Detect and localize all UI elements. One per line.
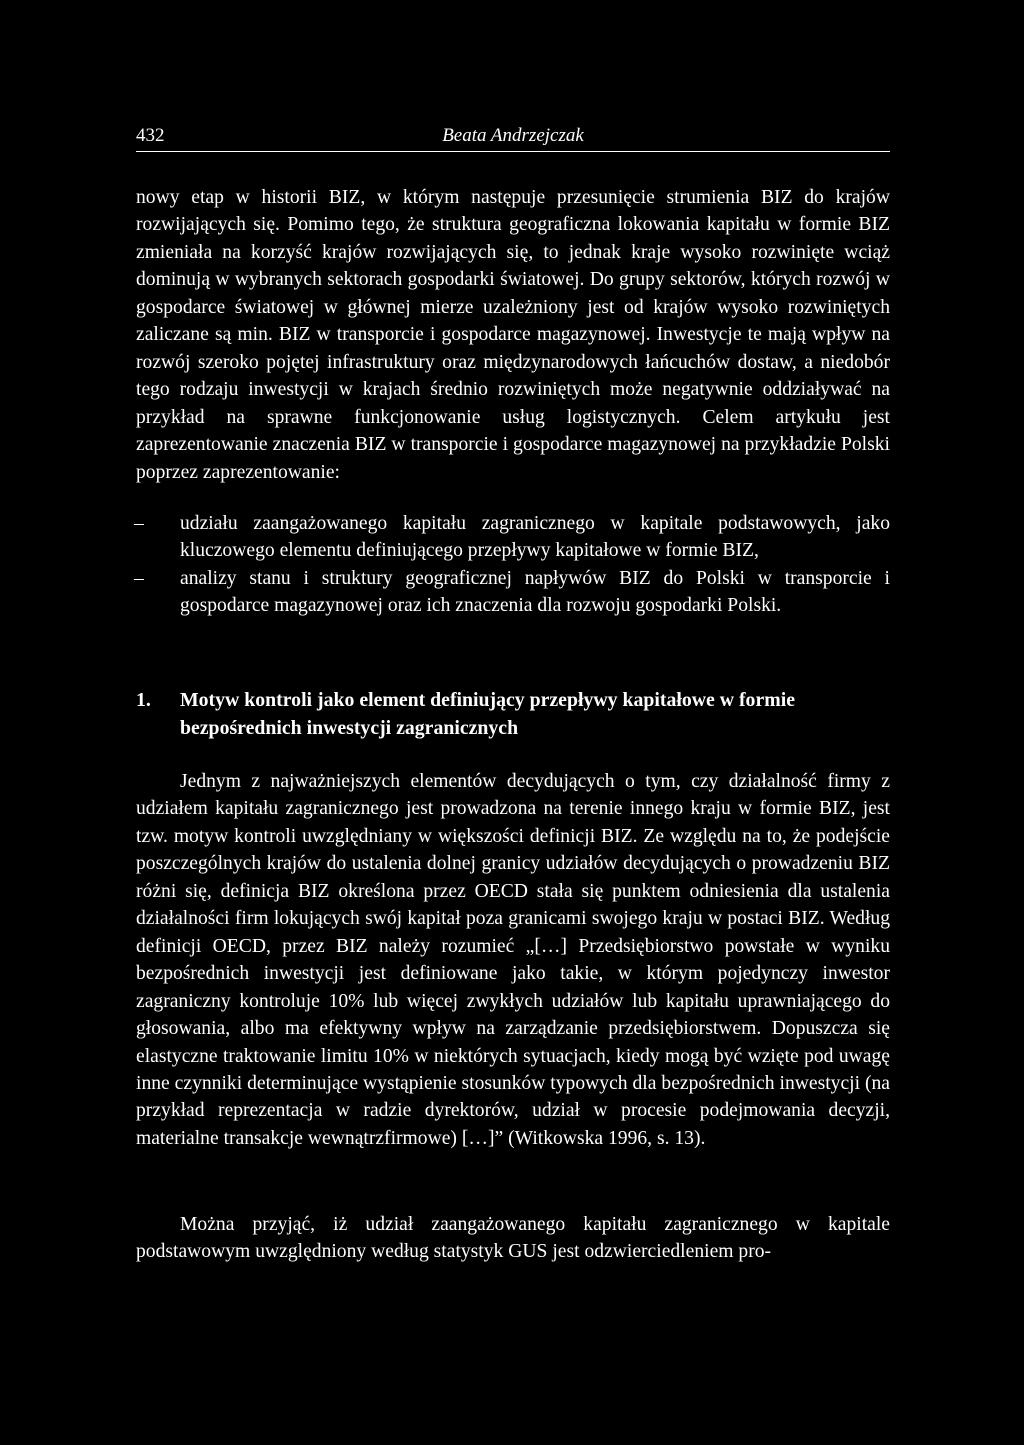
page-number: 432 <box>136 125 165 146</box>
running-header <box>136 123 890 152</box>
list-item-text: udziału zaangażowanego kapitału zagranicznego w kapitale podstawowych, jako kluczowego elementu definiującego przepływy kapitałowe w formie BIZ, <box>180 513 890 562</box>
list-dash: – <box>134 513 144 534</box>
body-paragraph: Jednym z najważniejszych elementów decydujących o tym, czy działalność firmy z udziałem kapitału zagranicznego jest prowadzona na terenie innego kraju w formie BIZ, jest tzw. motyw kontroli uwzględniany w większości definicji BIZ. Ze względu na to, że podejście poszczególnych krajów do ustalenia dolnej granicy udziałów decydujących o prowadzeniu BIZ różni się, definicja BIZ określona przez OECD stała się punktem odniesienia dla ustalenia działalności firm lokujących swój kapitał poza granicami swojego kraju w postaci BIZ. Według definicji OECD, przez BIZ należy rozumieć „[…] Przedsiębiorstwo powstałe w wyniku bezpośrednich inwestycji jest definiowane jako takie, w którym pojedynczy inwestor zagraniczny kontroluje 10% lub więcej zwykłych udziałów lub kapitału uprawniającego do głosowania, albo ma efektywny wpływ na zarządzanie przedsiębiorstwem. Dopuszcza się elastyczne traktowanie limitu 10% w niektórych sytuacjach, kiedy mogą być wzięte pod uwagę inne czynniki determinujące wystąpienie stosunków typowych dla bezpośrednich inwestycji (na przykład reprezentacja w radzie dyrektorów, udział w procesie podejmowania decyzji, materialne transakcje wewnątrzfirmowe) […]” (Witkowska 1996, s. 13). <box>136 771 890 1149</box>
list-item <box>136 510 890 565</box>
objectives-list <box>136 510 890 620</box>
document-page <box>136 0 890 1445</box>
running-head-author: Beata Andrzejczak <box>442 125 584 146</box>
body-paragraph: Można przyjąć, iż udział zaangażowanego kapitału zagranicznego w kapitale podstawowym uwzględniony według statystyk GUS jest odzwierciedleniem pro- <box>136 1214 890 1263</box>
intro-paragraph: nowy etap w historii BIZ, w którym następuje przesunięcie strumienia BIZ do krajów rozwijających się. Pomimo tego, że struktura geograficzna lokowania kapitału w formie BIZ zmieniała na korzyść krajów rozwijających się, to jednak kraje wysoko rozwinięte wciąż dominują w wybranych sektorach gospodarki światowej. Do grupy sektorów, których rozwój w gospodarce światowej w głównej mierze uzależniony jest od krajów wysoko rozwiniętych zaliczane są min. BIZ w transporcie i gospodarce magazynowej. Inwestycje te mają wpływ na rozwój szeroko pojętej infrastruktury oraz międzynarodowych łańcuchów dostaw, a niedobór tego rodzaju inwestycji w krajach średnio rozwiniętych może negatywnie oddziaływać na przykład na sprawne funkcjonowanie usług logistycznych. Celem artykułu jest zaprezentowanie znaczenia BIZ w transporcie i gospodarce magazynowej na przykładzie Polski poprzez zaprezentowanie: <box>136 187 890 483</box>
list-item <box>136 565 890 620</box>
section-heading <box>136 687 890 742</box>
list-dash: – <box>134 567 144 589</box>
section-number: 1. <box>136 689 151 711</box>
section-title: Motyw kontroli jako element definiujący przepływy kapitałowe w formie bezpośrednich inwestycji zagranicznych <box>180 689 795 739</box>
list-item-text: analizy stanu i struktury geograficznej napływów BIZ do Polski w transporcie i gospodarce magazynowej oraz ich znaczenia dla rozwoju gospodarki Polski. <box>180 567 890 617</box>
